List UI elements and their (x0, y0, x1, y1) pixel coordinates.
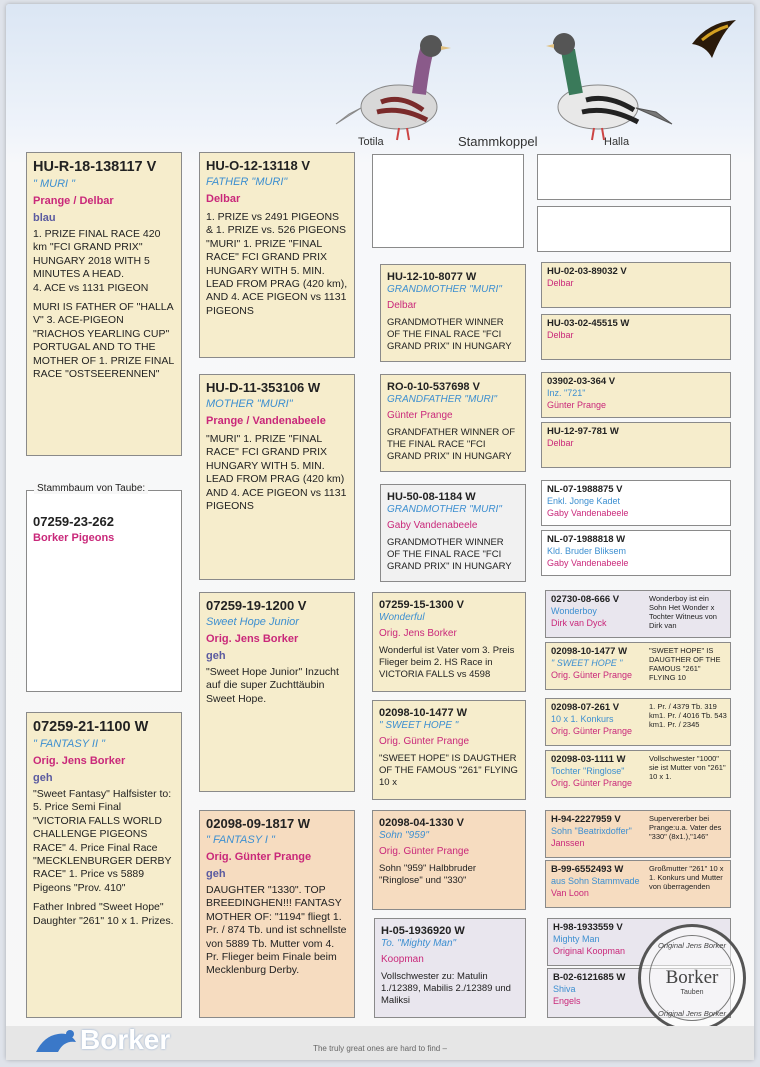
gen3-note: "SWEET HOPE" IS DAUGTHER OF THE FAMOUS "261" FLYING 10 (649, 646, 721, 682)
gen2-card (380, 374, 526, 472)
gen2-ring: HU-12-10-8077 W (387, 271, 477, 283)
gen2-breeder: Orig. Günter Prange (379, 845, 470, 857)
gen2-text: GRANDMOTHER WINNER OF THE FINAL RACE "FCI GRAND PRIX" IN HUNGARY (387, 536, 512, 572)
gen1-breeder: Orig. Jens Borker (206, 632, 299, 645)
dam-card (26, 712, 182, 1018)
stammbaum-ring: 07259-23-262 (33, 514, 114, 529)
gen3-breeder: Engels (553, 995, 581, 1006)
subject-text-1: 1. PRIZE FINAL RACE 420 km "FCI GRAND PRIX" HUNGARY 2018 WITH 5 MINUTES A HEAD. (33, 227, 161, 281)
gen3-card (541, 480, 731, 526)
gen3-note: 1. Pr. / 4379 Tb. 319 km1. Pr. / 4016 Tb. 543 km1. Pr. / 2345 (649, 702, 727, 729)
gen3-ring: B-02-6121685 W (553, 972, 626, 983)
footer-logo-text: Borker (80, 1024, 171, 1055)
stamp-seal (638, 924, 746, 1032)
footer-tagline: The truly great ones are hard to find – (313, 1044, 447, 1053)
gen1-breeder: Delbar (206, 192, 241, 205)
gen2-card (372, 592, 526, 692)
gen1-text: "MURI" 1. PRIZE "FINAL RACE" FCI GRAND PRIX HUNGARY WITH 5. MIN. LEAD FROM PRAG (420 km) AND 4. ACE PIGEON vs 1131 PIGEONS (206, 432, 347, 512)
gen2-text: "SWEET HOPE" IS DAUGTHER OF THE FAMOUS "261" FLYING 10 x (379, 752, 518, 788)
gen3-name: Inz. "721" (547, 388, 586, 399)
gen3-name: " SWEET HOPE " (551, 658, 623, 669)
gen1-breeder: Prange / Vandenabeele (206, 414, 326, 427)
gen3-ring: 02098-10-1477 W (551, 646, 628, 657)
gen3-name: Enkl. Jonge Kadet (547, 496, 621, 507)
gen3-breeder: Orig. Günter Prange (551, 725, 633, 736)
gen2-breeder: Orig. Günter Prange (379, 735, 470, 747)
gen1-ring: 07259-19-1200 V (206, 598, 307, 613)
gen2-ring: 02098-10-1477 W (379, 707, 468, 719)
dam-color: geh (33, 771, 53, 784)
gen3-note: Wonderboy ist ein Sohn Het Wonder x Tochter Witneus von Dirk van (649, 594, 717, 630)
pigeon-left-icon (331, 22, 451, 142)
gen3-ring: H-98-1933559 V (553, 922, 623, 933)
gen2-name: Wonderful (379, 612, 425, 624)
gen3-ring: NL-07-1988875 V (547, 484, 623, 495)
gen1-name: " FANTASY I " (206, 833, 275, 846)
gen3-name: aus Sohn Stammvade (551, 876, 640, 887)
gen3-ring: HU-02-03-89032 V (547, 266, 627, 277)
gen3-ring: HU-03-02-45515 W (547, 318, 630, 329)
gen2-name: GRANDFATHER "MURI" (387, 394, 498, 406)
gen3-ring: NL-07-1988818 W (547, 534, 626, 545)
gen2-card (372, 700, 526, 800)
gen3-card-empty (537, 206, 731, 252)
gen2-breeder: Günter Prange (387, 409, 453, 421)
gen3-name: Wonderboy (551, 606, 597, 617)
gen3-ring: 02098-07-261 V (551, 702, 620, 713)
gen2-name: GRANDMOTHER "MURI" (387, 284, 502, 296)
gen1-ring: HU-O-12-13118 V (206, 158, 311, 173)
stammbaum-card (26, 490, 182, 692)
gen3-name: Shiva (553, 984, 576, 995)
gen2-text: Sohn "959" Halbbruder "Ringlose" und "330" (379, 862, 477, 886)
gen2-card (372, 810, 526, 910)
gen3-breeder: Gaby Vandenabeele (547, 557, 629, 568)
gen1-ring: 02098-09-1817 W (206, 816, 311, 831)
gen2-ring: HU-50-08-1184 W (387, 491, 476, 503)
gen2-ring: H-05-1936920 W (381, 925, 465, 937)
gen1-card-mother (199, 374, 355, 580)
gen2-breeder: Koopman (381, 953, 424, 965)
gen2-name: " SWEET HOPE " (379, 720, 459, 732)
gen2-ring: RO-0-10-537698 V (387, 381, 480, 393)
gen2-name: Sohn "959" (379, 830, 429, 842)
gen3-card (545, 860, 731, 908)
gen2-ring: 07259-15-1300 V (379, 599, 465, 611)
gen2-ring: 02098-04-1330 V (379, 817, 465, 829)
gen3-card (545, 698, 731, 746)
gen2-text: Wonderful ist Vater vom 3. Preis Flieger beim 2. HS Race in VICTORIA FALLS vs 4598 (379, 644, 515, 680)
gen3-note: Vollschwester "1000" sie ist Mutter von "261" 10 x 1. (649, 754, 726, 781)
gen3-card (541, 314, 731, 360)
gen1-card-dam-of-dam (199, 810, 355, 1018)
subject-card (26, 152, 182, 456)
gen3-breeder: Delbar (547, 330, 574, 341)
gen3-breeder: Günter Prange (547, 399, 607, 410)
gen1-color: geh (206, 649, 226, 662)
gen3-name: Mighty Man (553, 934, 600, 945)
gen2-card (380, 264, 526, 362)
dam-name: " FANTASY II " (33, 737, 105, 750)
gen3-name: Sohn "Beatrixdoffer" (551, 826, 632, 837)
gen3-breeder: Delbar (547, 278, 574, 289)
gen2-card (374, 918, 526, 1018)
gen2-name: To. "Mighty Man" (381, 938, 457, 950)
subject-ring: HU-R-18-138117 V (33, 159, 157, 175)
dam-ring: 07259-21-1100 W (33, 719, 149, 735)
pedigree-sheet (6, 4, 754, 1060)
gen3-breeder: Dirk van Dyck (551, 617, 607, 628)
pigeon-right-icon (546, 22, 676, 142)
gen3-ring: 02730-08-666 V (551, 594, 620, 605)
gen2-breeder: Orig. Jens Borker (379, 627, 457, 639)
gen3-name: 10 x 1. Konkurs (551, 714, 614, 725)
gen3-ring: HU-12-97-781 W (547, 426, 619, 437)
gen3-breeder: Orig. Günter Prange (551, 669, 633, 680)
gen1-card-father (199, 152, 355, 358)
gen3-card (545, 642, 731, 690)
gen3-card (545, 590, 731, 638)
gen3-ring: B-99-6552493 W (551, 864, 624, 875)
gen2-card (380, 484, 526, 582)
gen1-name: MOTHER "MURI" (206, 397, 293, 410)
subject-breeder: Prange / Delbar (33, 194, 114, 207)
gen2-breeder: Delbar (387, 299, 417, 311)
stammbaum-label: Stammbaum von Taube: (34, 483, 148, 494)
gen1-name: Sweet Hope Junior (206, 615, 299, 628)
gen2-name: GRANDMOTHER "MURI" (387, 504, 502, 516)
gen3-card (541, 372, 731, 418)
gen3-name: Tochter "Ringlose" (551, 766, 625, 777)
gen3-breeder: Original Koopman (553, 945, 626, 956)
gen1-name: FATHER "MURI" (206, 175, 288, 188)
gen2-text: GRANDMOTHER WINNER OF THE FINAL RACE "FCI GRAND PRIX" IN HUNGARY (387, 316, 512, 352)
gen2-text: GRANDFATHER WINNER OF THE FINAL RACE "FCI GRAND PRIX" IN HUNGARY (387, 426, 516, 462)
feather-logo-icon (688, 14, 740, 64)
gen3-ring: 03902-03-364 V (547, 376, 616, 387)
gen2-breeder: Gaby Vandenabeele (387, 519, 478, 531)
stammbaum-breeder: Borker Pigeons (33, 531, 115, 544)
gen3-ring: H-94-2227959 V (551, 814, 621, 825)
subject-text-3: MURI IS FATHER OF "HALLA V" 3. ACE-PIGEON "RIACHOS YEARLING CUP" PORTUGAL AND TO THE MOTHER OF 1. PRIZE FINAL RACE "OSTSEERENNEN" (33, 300, 174, 381)
gen3-card (541, 262, 731, 308)
page-title: Stammkoppel (458, 134, 538, 149)
gen3-card (545, 750, 731, 798)
gen1-text: 1. PRIZE vs 2491 PIGEONS & 1. PRIZE vs. 526 PIGEONS "MURI" 1. PRIZE "FINAL RACE" FCI GRAND PRIX HUNGARY WITH 5. MIN. LEAD FROM PRAG (420 km), AND 4. ACE PIGEON vs 1131 PIGEONS (206, 210, 348, 317)
subject-text-2: 4. ACE vs 1131 PIGEON (33, 281, 149, 294)
gen3-card (541, 422, 731, 468)
subject-color: blau (33, 211, 56, 224)
gen3-note: Großmutter "261" 10 x 1. Konkurs und Mutter von überragenden (649, 864, 724, 891)
gen3-breeder: Janssen (551, 837, 585, 848)
dam-text-2: Father Inbred "Sweet Hope" Daughter "261" 10 x 1. Prizes. (33, 901, 174, 927)
gen3-breeder: Gaby Vandenabeele (547, 507, 629, 518)
stamp-bottom-text: Original Jens Borker (658, 1009, 726, 1018)
gen3-ring: 02098-03-1111 W (551, 754, 626, 765)
dam-breeder: Orig. Jens Borker (33, 754, 126, 767)
sire-name-label: Totila (358, 136, 384, 148)
gen3-card (545, 810, 731, 858)
gen2-card-empty (372, 154, 524, 248)
gen1-ring: HU-D-11-353106 W (206, 380, 321, 395)
gen3-breeder: Van Loon (551, 887, 589, 898)
subject-name: " MURI " (33, 177, 76, 190)
stamp-sub-text: Tauben (680, 989, 704, 996)
stamp-center-text: Borker (665, 967, 719, 988)
gen1-breeder: Orig. Günter Prange (206, 850, 312, 863)
gen1-color: geh (206, 867, 226, 880)
gen3-breeder: Delbar (547, 438, 574, 449)
gen3-note: Supervererber bei Prange:u.a. Vater des "330" (8x1.),"146" (649, 814, 722, 841)
gen3-card-empty (537, 154, 731, 200)
dam-name-label: Halla (604, 136, 630, 148)
gen3-breeder: Orig. Günter Prange (551, 777, 633, 788)
gen1-text: "Sweet Hope Junior" Inzucht auf die super Zuchttäubin Sweet Hope. (206, 665, 339, 705)
gen3-card (541, 530, 731, 576)
gen1-card-sire-of-dam (199, 592, 355, 792)
gen2-text: Vollschwester zu: Matulin 1./12389, Mabilis 2./12389 und Maliksi (381, 970, 511, 1006)
stamp-top-text: Original Jens Borker (658, 941, 726, 950)
gen1-text: DAUGHTER "1330". TOP BREEDINGHEN!!! FANTASY MOTHER OF: "1194" fliegt 1. Pr. / 874 Tb. und ist schnellste von 5889 Tb. Mutter vom 4. Pr. Flieger beim Finale beim Mecklenburg Derby. (206, 883, 347, 977)
dam-text: "Sweet Fantasy" Halfsister to: 5. Price Semi Final "VICTORIA FALLS WORLD CHALLENGE PIGEONS RACE" 4. Price Final Race "MECKLENBURGER DERBY RACE" 1. Price vs 5889 Pigeons "Prov. 410" (33, 787, 172, 894)
gen3-name: Kld. Bruder Bliksem (547, 546, 627, 557)
